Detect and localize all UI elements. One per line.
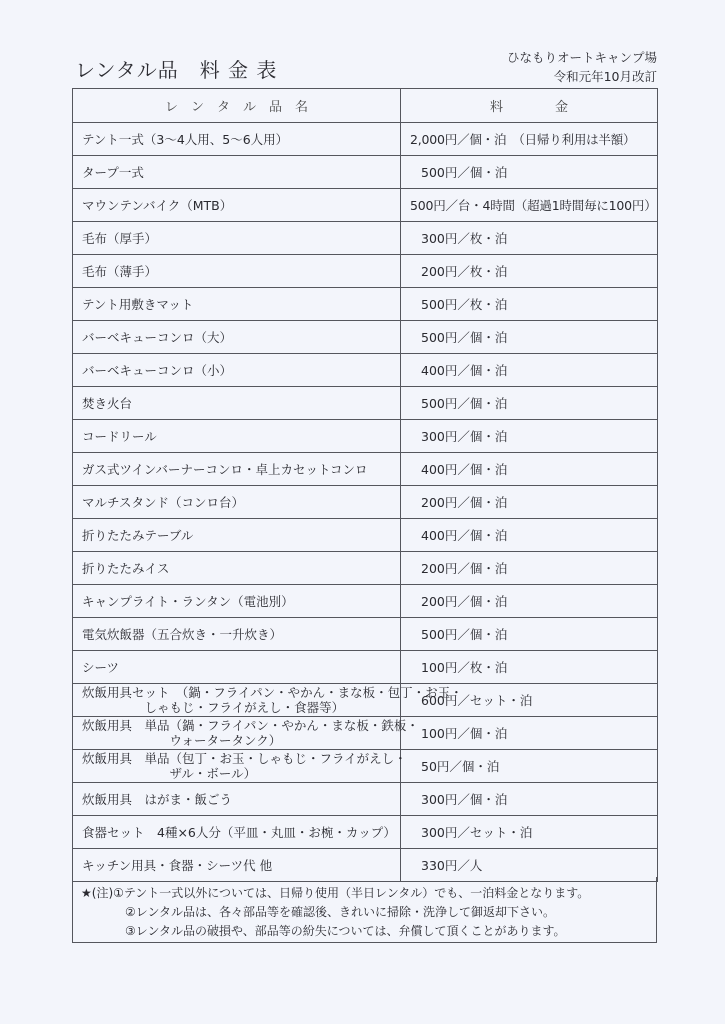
- facility-name: ひなもりオートキャンプ場: [506, 50, 657, 65]
- item-name: [73, 255, 401, 288]
- table-row: [73, 783, 658, 816]
- item-name: [73, 156, 401, 189]
- table-row: [73, 222, 658, 255]
- item-price: 50円／個・泊: [401, 750, 658, 783]
- table-row: [73, 717, 658, 750]
- item-price: 400円／個・泊: [401, 453, 658, 486]
- item-name-line: 折りたたみイス: [82, 561, 170, 576]
- table-row: [73, 189, 658, 222]
- item-price: 500円／台・4時間（超過1時間毎に100円）: [401, 189, 658, 222]
- item-name-line: テント用敷きマット: [82, 297, 194, 312]
- table-row: [73, 288, 658, 321]
- item-name-line: 炊飯用具 単品（鍋・フライパン・やかん・まな板・鉄板・: [82, 718, 419, 733]
- item-price: 300円／個・泊: [401, 783, 658, 816]
- item-name: [73, 651, 401, 684]
- table-row: [73, 156, 658, 189]
- item-price: 600円／セット・泊: [401, 684, 658, 717]
- item-name-line: シーツ: [82, 660, 120, 675]
- item-price: 400円／個・泊: [401, 519, 658, 552]
- item-price: 100円／枚・泊: [401, 651, 658, 684]
- item-name: [73, 486, 401, 519]
- item-name: [73, 354, 401, 387]
- item-price: 200円／個・泊: [401, 486, 658, 519]
- item-name: [73, 684, 463, 717]
- rental-price-table: [72, 88, 658, 882]
- item-name-line: 毛布（厚手）: [82, 231, 158, 246]
- item-name-line: 焚き火台: [82, 396, 133, 411]
- table-row: [73, 255, 658, 288]
- table-row: [73, 354, 658, 387]
- item-name: [73, 222, 401, 255]
- item-name: [73, 618, 401, 651]
- item-name-line: 炊飯用具セット （鍋・フライパン・やかん・まな板・包丁・お玉・: [82, 685, 463, 700]
- item-price: 500円／個・泊: [401, 321, 658, 354]
- item-name-line-2: ウォータータンク）: [82, 733, 282, 748]
- item-price: 400円／個・泊: [401, 354, 658, 387]
- table-row: [73, 321, 658, 354]
- table-row: [73, 651, 658, 684]
- table-row: [73, 750, 658, 783]
- item-name-line: 毛布（薄手）: [82, 264, 158, 279]
- notes-box: [72, 877, 657, 943]
- page-title: レンタル品 料 金 表: [75, 58, 278, 82]
- table-row: [73, 585, 658, 618]
- item-name-line-2: ザル・ボール）: [82, 766, 257, 781]
- table-row: [73, 420, 658, 453]
- item-name-line: キャンプライト・ランタン（電池別）: [82, 594, 294, 609]
- item-name: [73, 750, 407, 783]
- item-name: [73, 783, 401, 816]
- item-name-line: バーベキューコンロ（大）: [82, 330, 233, 345]
- note-2: ②レンタル品は、各々部品等を確認後、きれいに掃除・洗浄して御返却下さい。: [125, 905, 555, 919]
- column-header-price: 料 金: [401, 89, 658, 123]
- table-row: [73, 123, 658, 156]
- item-name: [73, 189, 401, 222]
- item-name: [73, 288, 401, 321]
- item-name: [73, 387, 401, 420]
- item-name-line: 炊飯用具 はがま・飯ごう: [82, 792, 233, 807]
- item-name-line: 電気炊飯器（五合炊き・一升炊き）: [82, 627, 283, 642]
- item-name: [73, 123, 401, 156]
- item-name-line: バーベキューコンロ（小）: [82, 363, 233, 378]
- item-name: [73, 717, 419, 750]
- item-price: 100円／個・泊: [401, 717, 658, 750]
- item-name: [73, 420, 401, 453]
- table-row: [73, 684, 658, 717]
- item-name-line: 折りたたみテーブル: [82, 528, 194, 543]
- item-name-line: マウンテンバイク（MTB）: [82, 198, 233, 213]
- item-price: 330円／人: [401, 849, 658, 882]
- item-name-line: タープ一式: [82, 165, 144, 180]
- item-name-line: テント一式（3～4人用、5～6人用）: [82, 132, 289, 147]
- table-row: [73, 519, 658, 552]
- item-price: 300円／個・泊: [401, 420, 658, 453]
- item-name: [73, 453, 401, 486]
- item-name-line: キッチン用具・食器・シーツ代 他: [82, 858, 273, 873]
- table-header-row: [73, 89, 658, 123]
- item-price: 500円／枚・泊: [401, 288, 658, 321]
- item-name: [73, 816, 401, 849]
- note-1: ★(注)①テント一式以外については、日帰り使用（半日レンタル）でも、一泊料金となります。: [81, 886, 590, 900]
- table-row: [73, 816, 658, 849]
- table-row: [73, 453, 658, 486]
- column-header-name: レ ン タ ル 品 名: [73, 89, 401, 123]
- table-row: [73, 618, 658, 651]
- item-name-line-2: しゃもじ・フライがえし・食器等）: [82, 700, 345, 715]
- table-row: [73, 486, 658, 519]
- item-price: 200円／個・泊: [401, 585, 658, 618]
- table-row: [73, 387, 658, 420]
- note-3: ③レンタル品の破損や、部品等の紛失については、弁償して頂くことがあります。: [125, 924, 566, 938]
- item-name: [73, 585, 401, 618]
- item-price: 500円／個・泊: [401, 618, 658, 651]
- item-price: 500円／個・泊: [401, 156, 658, 189]
- item-name-line: 食器セット 4種×6人分（平皿・丸皿・お椀・カップ）: [82, 825, 396, 840]
- table-row: [73, 552, 658, 585]
- item-name-line: 炊飯用具 単品（包丁・お玉・しゃもじ・フライがえし・: [82, 751, 407, 766]
- item-price: 2,000円／個・泊 （日帰り利用は半額）: [401, 123, 658, 156]
- item-price: 500円／個・泊: [401, 387, 658, 420]
- item-name-line: ガス式ツインバーナーコンロ・卓上カセットコンロ: [82, 462, 368, 477]
- item-price: 200円／個・泊: [401, 552, 658, 585]
- item-name: [73, 552, 401, 585]
- item-name-line: コードリール: [82, 429, 157, 444]
- item-price: 300円／枚・泊: [401, 222, 658, 255]
- item-name: [73, 321, 401, 354]
- item-name-line: マルチスタンド（コンロ台）: [82, 495, 245, 510]
- item-name: [73, 519, 401, 552]
- item-price: 300円／セット・泊: [401, 816, 658, 849]
- revision-date: 令和元年10月改訂: [553, 69, 657, 84]
- item-price: 200円／枚・泊: [401, 255, 658, 288]
